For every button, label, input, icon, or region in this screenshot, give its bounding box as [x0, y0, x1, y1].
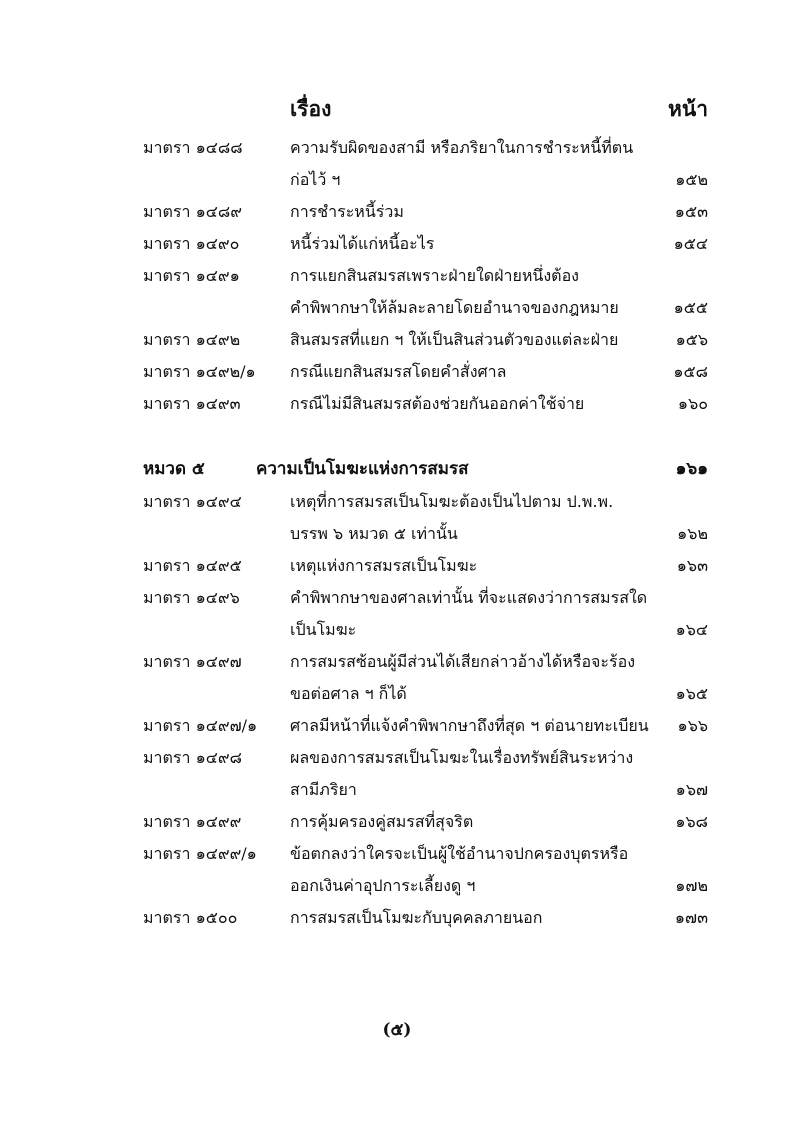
toc-description: ความรับผิดของสามี หรือภริยาในการชำระหนี้ที่ตน	[290, 138, 634, 157]
toc-description: เหตุแห่งการสมรสเป็นโมฆะ	[290, 556, 478, 575]
toc-section-number: มาตรา ๑๔๙๖	[143, 588, 240, 607]
toc-row	[0, 806, 794, 838]
toc-section-number: มาตรา ๑๔๙๗/๑	[143, 716, 258, 735]
toc-section-number: มาตรา ๑๔๙๔	[143, 492, 242, 511]
toc-section-number: มาตรา ๑๔๙๐	[143, 234, 240, 253]
toc-section-number: มาตรา ๑๔๘๘	[143, 138, 243, 157]
toc-row	[0, 518, 794, 550]
toc-section-number: มาตรา ๑๔๙๒	[143, 330, 241, 349]
toc-description: หนี้ร่วมได้แก่หนี้อะไร	[290, 234, 435, 253]
toc-page-number: ๑๕๘	[673, 362, 708, 381]
toc-row	[0, 260, 794, 292]
toc-description: ขอต่อศาล ฯ ก็ได้	[290, 684, 407, 703]
toc-row	[0, 550, 794, 582]
toc-section-number: มาตรา ๑๔๙๑	[143, 266, 240, 285]
toc-page-number: ๑๕๕	[673, 298, 708, 317]
toc-row	[0, 228, 794, 260]
toc-description: กรณีแยกสินสมรสโดยคำสั่งศาล	[290, 362, 507, 381]
toc-page-number: ๑๖๐	[677, 394, 708, 413]
toc-description: ศาลมีหน้าที่แจ้งคำพิพากษาถึงที่สุด ฯ ต่อนายทะเบียน	[290, 716, 649, 735]
toc-description: ก่อไว้ ฯ	[290, 170, 341, 189]
toc-page-number: ๑๖๗	[675, 780, 708, 799]
toc-page-number: ๑๖๑	[675, 459, 708, 479]
toc-description: สินสมรสที่แยก ฯ ให้เป็นสินส่วนตัวของแต่ละฝ่าย	[290, 330, 619, 349]
toc-section-number: มาตรา ๑๔๙๓	[143, 394, 241, 413]
toc-row	[0, 132, 794, 164]
toc-page-number: ๑๖๕	[675, 684, 708, 703]
toc-section-number: มาตรา ๑๔๙๙/๑	[143, 844, 257, 863]
toc-header-page: หน้า	[668, 96, 708, 121]
toc-description: การสมรสเป็นโมฆะกับบุคคลภายนอก	[290, 908, 543, 927]
toc-row	[0, 614, 794, 646]
toc-description: คำพิพากษาของศาลเท่านั้น ที่จะแสดงว่าการสมรสใด	[290, 588, 648, 607]
toc-page-number: ๑๗๓	[674, 908, 708, 927]
toc-row	[0, 292, 794, 324]
toc-description: บรรพ ๖ หมวด ๕ เท่านั้น	[290, 524, 458, 543]
toc-row	[0, 774, 794, 806]
page-number: (๕)	[382, 1020, 412, 1040]
toc-section-number: มาตรา ๑๔๙๒/๑	[143, 362, 256, 381]
toc-page-number: ๑๗๒	[675, 876, 708, 895]
toc-section-number: มาตรา ๑๔๙๗	[143, 652, 242, 671]
toc-page-number: ๑๕๖	[675, 330, 708, 349]
toc-description: สามีภริยา	[290, 780, 357, 799]
toc-row	[0, 388, 794, 420]
toc-row	[0, 710, 794, 742]
toc-description: ความเป็นโมฆะแห่งการสมรส	[256, 459, 469, 479]
toc-description: เหตุที่การสมรสเป็นโมฆะต้องเป็นไปตาม ป.พ.พ.	[290, 492, 614, 511]
toc-header-title: เรื่อง	[290, 96, 332, 121]
toc-row	[0, 678, 794, 710]
toc-page-number: ๑๖๓	[676, 556, 708, 575]
toc-row	[0, 164, 794, 196]
toc-chapter-row	[0, 453, 794, 485]
toc-page-number: ๑๕๒	[675, 170, 708, 189]
toc-section-number: หมวด ๕	[143, 459, 205, 479]
toc-row	[0, 486, 794, 518]
toc-row	[0, 324, 794, 356]
toc-row	[0, 838, 794, 870]
toc-description: กรณีไม่มีสินสมรสต้องช่วยกันออกค่าใช้จ่าย	[290, 394, 585, 413]
toc-row	[0, 196, 794, 228]
toc-section-number: มาตรา ๑๕๐๐	[143, 908, 238, 927]
toc-row	[0, 582, 794, 614]
toc-description: การคุ้มครองคู่สมรสที่สุจริต	[290, 812, 474, 831]
toc-description: ผลของการสมรสเป็นโมฆะในเรื่องทรัพย์สินระหว่าง	[290, 748, 634, 767]
toc-page-number: ๑๕๓	[674, 202, 708, 221]
toc-description: การสมรสซ้อนผู้มีส่วนได้เสียกล่าวอ้างได้หรือจะร้อง	[290, 652, 636, 671]
toc-row	[0, 902, 794, 934]
toc-page-number: ๑๕๔	[673, 234, 708, 253]
toc-page-number: ๑๖๒	[677, 524, 708, 543]
toc-section-number: มาตรา ๑๔๙๘	[143, 748, 242, 767]
toc-description: ออกเงินค่าอุปการะเลี้ยงดู ฯ	[290, 876, 476, 895]
toc-page-number: ๑๖๖	[677, 716, 708, 735]
toc-section-number: มาตรา ๑๔๘๙	[143, 202, 242, 221]
toc-page-number: ๑๖๔	[675, 620, 708, 639]
toc-description: คำพิพากษาให้ล้มละลายโดยอำนาจของกฎหมาย	[290, 298, 619, 317]
toc-row	[0, 742, 794, 774]
toc-description: ข้อตกลงว่าใครจะเป็นผู้ใช้อำนาจปกครองบุตรหรือ	[290, 844, 629, 863]
toc-page-number: ๑๖๘	[675, 812, 708, 831]
toc-row	[0, 870, 794, 902]
toc-section-number: มาตรา ๑๔๙๙	[143, 812, 242, 831]
toc-description: การแยกสินสมรสเพราะฝ่ายใดฝ่ายหนึ่งต้อง	[290, 266, 579, 285]
toc-row	[0, 646, 794, 678]
toc-description: การชำระหนี้ร่วม	[290, 202, 404, 221]
toc-section-number: มาตรา ๑๔๙๕	[143, 556, 242, 575]
toc-description: เป็นโมฆะ	[290, 620, 357, 639]
toc-row	[0, 356, 794, 388]
